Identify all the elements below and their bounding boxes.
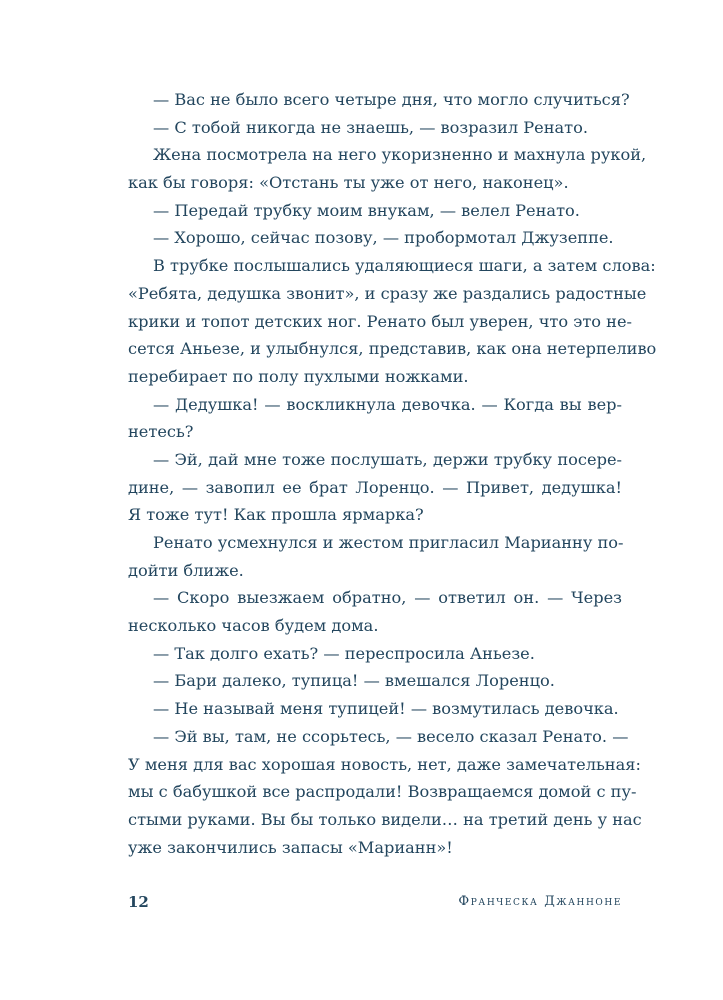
text-line: — Хорошо, сейчас позову, — пробормотал Джузеппе. — [153, 228, 614, 248]
text-line: несколько часов будем дома. — [128, 616, 379, 636]
text-line: как бы говоря: «Отстань ты уже от него, наконец». — [128, 173, 569, 193]
text-line: мы с бабушкой все распродали! Возвращаемся домой с пу- — [128, 782, 637, 802]
text-line: — С тобой никогда не знаешь, — возразил Ренато. — [153, 117, 589, 137]
text-line: нетесь? — [128, 422, 194, 442]
text-line: Жена посмотрела на него укоризненно и махнула рукой, — [153, 145, 647, 165]
text-line: — Передай трубку моим внукам, — велел Ренато. — [153, 200, 580, 220]
text-line: сется Аньезе, и улыбнулся, представив, как она нетерпеливо — [128, 339, 657, 359]
text-line: — Так долго ехать? — переспросила Аньезе. — [153, 643, 535, 663]
text-line: — Эй, дай мне тоже послушать, держи трубку посере- — [153, 449, 622, 469]
text-line: — Скоро выезжаем обратно, — ответил он. — Через — [153, 588, 622, 608]
text-line: — Бари далеко, тупица! — вмешался Лоренцо. — [153, 671, 555, 691]
page-footer — [128, 890, 622, 914]
text-line: крики и топот детских ног. Ренато был уверен, что это не- — [128, 311, 633, 331]
text-line: — Дедушка! — воскликнула девочка. — Когда вы вер- — [153, 394, 622, 414]
text-line: — Эй вы, там, не ссорьтесь, — весело сказал Ренато. — — [153, 726, 629, 746]
text-line: уже закончились запасы «Марианн»! — [128, 837, 453, 857]
text-line: «Ребята, дедушка звонит», и сразу же раздались радостные — [128, 283, 647, 303]
body-text — [128, 86, 657, 861]
running-head-author: Франческа Джанноне — [458, 894, 622, 909]
text-line: стыми руками. Вы бы только видели… на третий день у нас — [128, 809, 642, 829]
text-line: У меня для вас хорошая новость, нет, даже замечательная: — [128, 754, 641, 774]
text-line: Ренато усмехнулся и жестом пригласил Марианну по- — [153, 533, 624, 552]
text-line: — Не называй меня тупицей! — возмутилась девочка. — [153, 699, 619, 719]
text-line: — Вас не было всего четыре дня, что могло случиться? — [153, 90, 630, 109]
text-line: перебирает по полу пухлыми ножками. — [128, 366, 469, 386]
text-line: В трубке послышались удаляющиеся шаги, а затем слова: — [153, 256, 656, 276]
page-number: 12 — [128, 893, 149, 911]
text-line: Я тоже тут! Как прошла ярмарка? — [128, 505, 424, 525]
text-line: дойти ближе. — [128, 560, 244, 580]
text-line: дине, — завопил ее брат Лоренцо. — Привет, дедушка! — [128, 477, 622, 497]
